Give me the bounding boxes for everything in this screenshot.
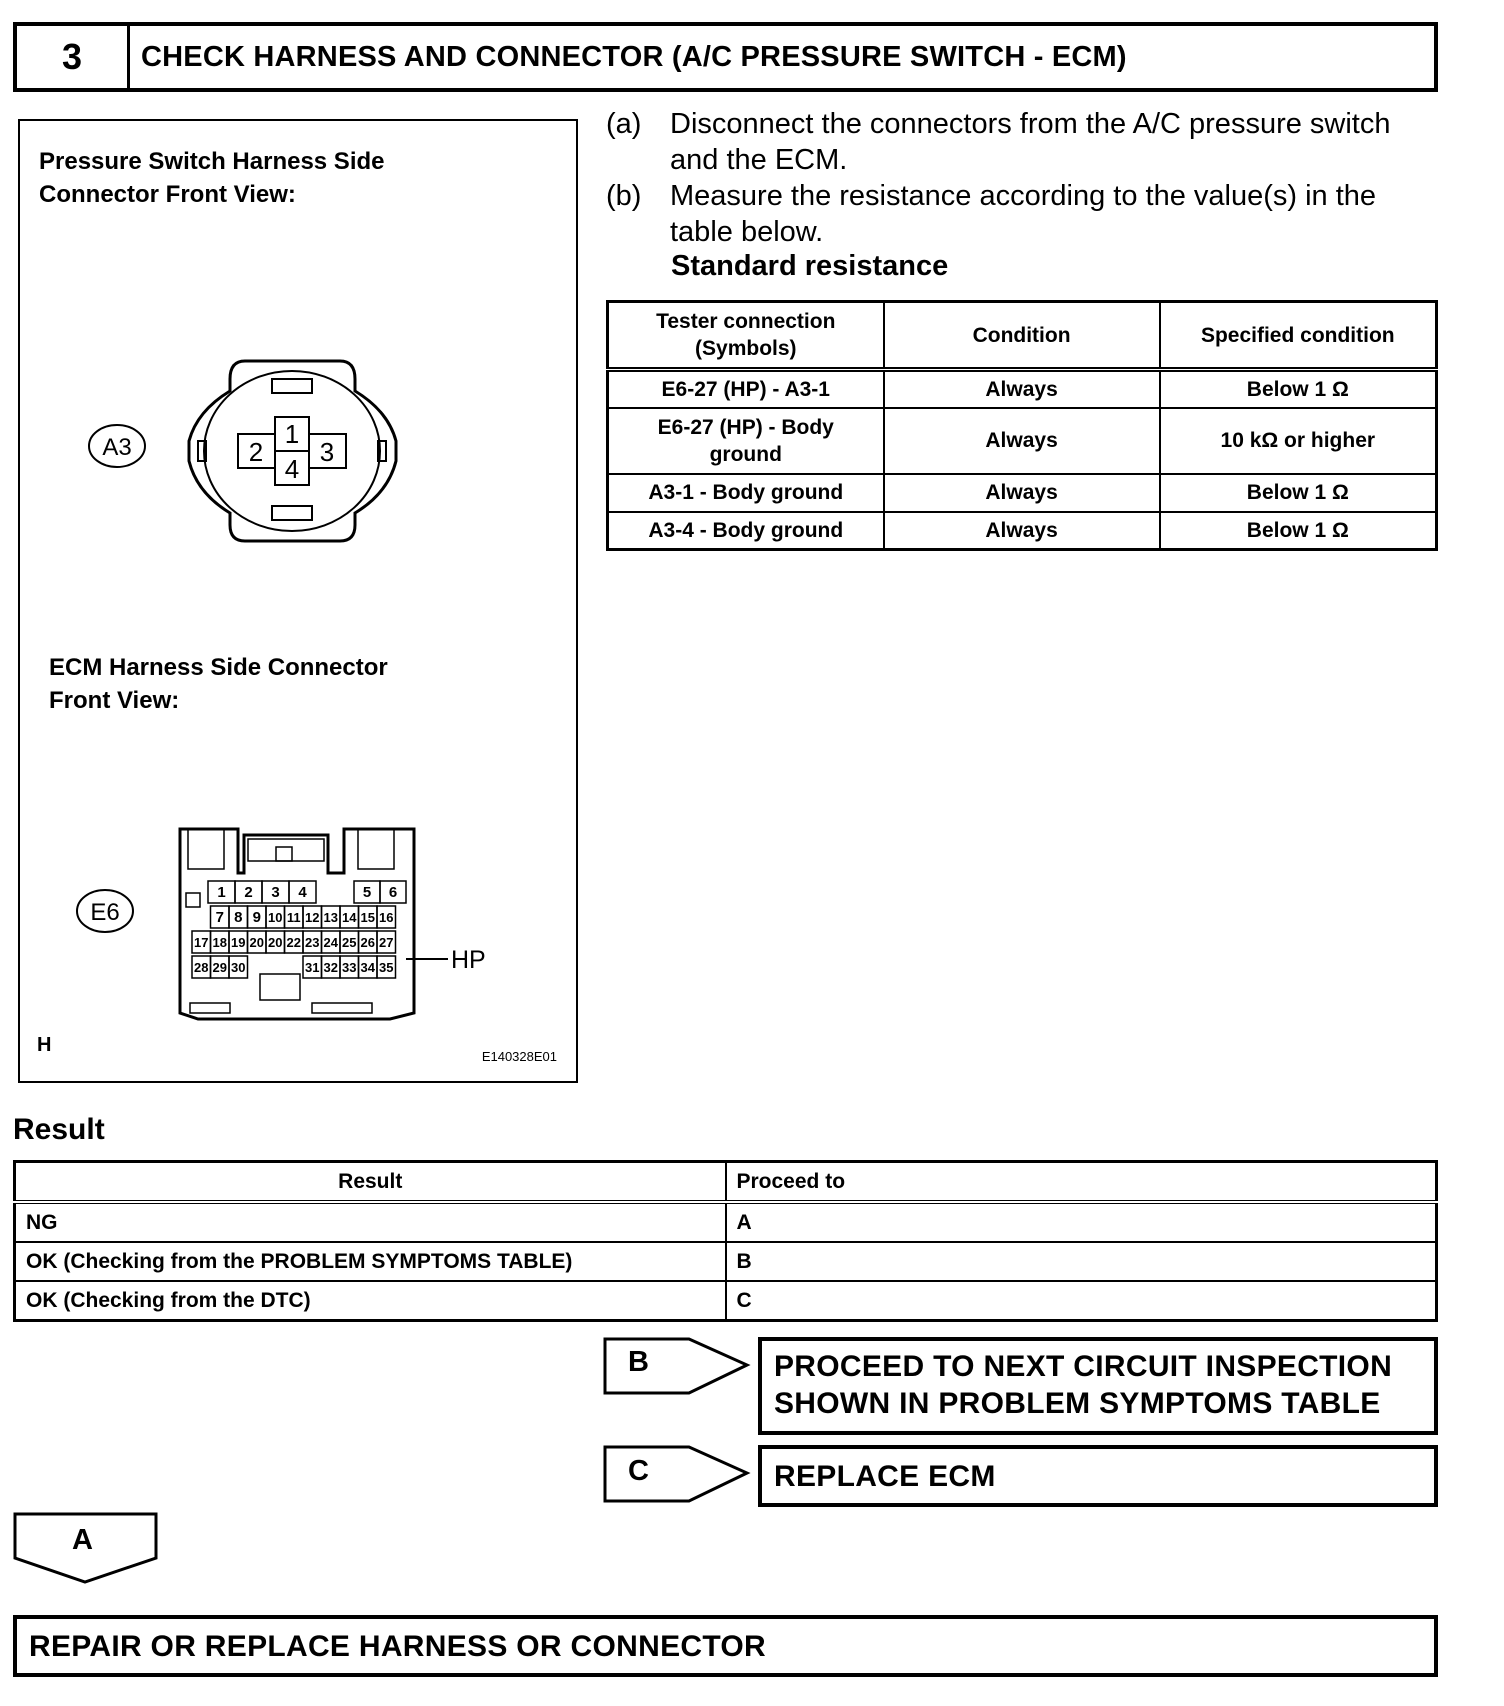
e6-pin-22: 22 (286, 935, 301, 950)
instruction-b (606, 178, 1446, 250)
instruction-a-text: Disconnect the connectors from the A/C pressure switch and the ECM. (670, 108, 1391, 176)
a3-pin-1: 1 (284, 419, 300, 449)
instruction-b-label: (b) (606, 180, 642, 212)
table-row (608, 512, 1437, 550)
e6-pin-3: 3 (271, 884, 280, 901)
cell-condition: Always (884, 370, 1160, 408)
e6-pin-10: 10 (268, 910, 283, 925)
cell-spec: 10 kΩ or higher (1160, 408, 1437, 474)
table-row (15, 1202, 1437, 1242)
e6-pin-8: 8 (234, 909, 243, 926)
e6-pin-14: 14 (342, 910, 357, 925)
a3-bottom-latch (272, 506, 312, 520)
a3-pin-4: 4 (284, 454, 300, 484)
e6-pin-13: 13 (323, 910, 338, 925)
col-header-specified-condition: Specified condition (1160, 302, 1437, 370)
table-header-row (608, 302, 1437, 370)
outcome-c-action: REPLACE ECM (758, 1445, 1438, 1507)
ecm-connector-title: ECM Harness Side Connector Front View: (49, 654, 388, 714)
e6-pin-4: 4 (298, 884, 307, 901)
instruction-b-text: Measure the resistance according to the value(s) in the table below. (670, 180, 1377, 248)
e6-pin-27: 27 (379, 935, 394, 950)
e6-pin-17: 17 (194, 935, 209, 950)
outcome-b-arrow (603, 1337, 751, 1397)
standard-resistance-label: Standard resistance (671, 250, 949, 282)
e6-pin-7: 7 (215, 909, 224, 926)
e6-pin-31: 31 (305, 960, 320, 975)
pressure-switch-connector-title: Pressure Switch Harness Side Connector Front View: (39, 148, 385, 208)
col-header-tester-connection: Tester connection (Symbols) (608, 302, 884, 370)
cell-spec: Below 1 Ω (1160, 370, 1437, 408)
e6-pin-15: 15 (360, 910, 375, 925)
instruction-a (606, 106, 1446, 178)
outcome-c-arrow (603, 1445, 751, 1505)
outcome-b-label: B (628, 1346, 649, 1378)
cell-spec: Below 1 Ω (1160, 474, 1437, 512)
instruction-a-label: (a) (606, 108, 642, 140)
cell-connection: E6-27 (HP) - Body ground (608, 408, 884, 474)
corner-mark: H (37, 1034, 52, 1056)
connector-drawings (20, 121, 576, 1081)
col-header-result: Result (15, 1162, 726, 1203)
e6-pin-25: 25 (342, 935, 357, 950)
cell-proceed: B (726, 1242, 1437, 1281)
figure-code: E140328E01 (481, 1049, 557, 1064)
cell-spec: Below 1 Ω (1160, 512, 1437, 550)
table-row (608, 474, 1437, 512)
e6-pin-5: 5 (362, 884, 372, 901)
table-row (608, 408, 1437, 474)
e6-pin-16: 16 (379, 910, 394, 925)
e6-pin-11: 11 (286, 910, 301, 925)
e6-pin-24: 24 (323, 935, 338, 950)
e6-pin-35: 35 (379, 960, 394, 975)
e6-pin-20: 20 (268, 935, 283, 950)
col-header-proceed-to: Proceed to (726, 1162, 1437, 1203)
e6-pin-30: 30 (231, 960, 246, 975)
e6-pin-23: 23 (305, 935, 320, 950)
outcome-a-label: A (72, 1524, 93, 1556)
col-header-condition: Condition (884, 302, 1160, 370)
e6-pin-32: 32 (323, 960, 338, 975)
e6-pin-29: 29 (212, 960, 227, 975)
a3-pin-3: 3 (319, 437, 335, 467)
e6-pin-28: 28 (194, 960, 209, 975)
outcome-b-action: PROCEED TO NEXT CIRCUIT INSPECTION SHOWN IN PROBLEM SYMPTOMS TABLE (758, 1337, 1438, 1435)
table-header-row (15, 1162, 1437, 1203)
cell-result: OK (Checking from the DTC) (15, 1281, 726, 1321)
outcome-c-label: C (628, 1455, 649, 1487)
standard-resistance-table (606, 300, 1438, 551)
result-table (13, 1160, 1438, 1322)
cell-connection: A3-1 - Body ground (608, 474, 884, 512)
e6-pin-20: 20 (249, 935, 264, 950)
e6-pin-grid (192, 881, 406, 978)
a3-connector (89, 361, 396, 541)
cell-connection: A3-4 - Body ground (608, 512, 884, 550)
e6-pin-2: 2 (244, 884, 253, 901)
result-heading: Result (13, 1113, 105, 1146)
table-row (608, 370, 1437, 408)
cell-condition: Always (884, 512, 1160, 550)
cell-condition: Always (884, 408, 1160, 474)
e6-pin-12: 12 (305, 910, 320, 925)
e6-connector (77, 829, 486, 1019)
step-header (13, 22, 1438, 92)
table-row (15, 1242, 1437, 1281)
table-row (15, 1281, 1437, 1321)
step-number: 3 (17, 26, 130, 88)
e6-id-text: E6 (90, 899, 120, 926)
cell-connection: E6-27 (HP) - A3-1 (608, 370, 884, 408)
outcome-a-action: REPAIR OR REPLACE HARNESS OR CONNECTOR (13, 1615, 1438, 1677)
e6-pin-18: 18 (212, 935, 227, 950)
e6-pin-26: 26 (360, 935, 375, 950)
e6-pin-9: 9 (252, 909, 261, 926)
cell-proceed: A (726, 1202, 1437, 1242)
e6-pin-34: 34 (360, 960, 375, 975)
e6-pin-19: 19 (231, 935, 246, 950)
cell-result: NG (15, 1202, 726, 1242)
cell-result: OK (Checking from the PROBLEM SYMPTOMS TABLE) (15, 1242, 726, 1281)
cell-proceed: C (726, 1281, 1437, 1321)
hp-label: HP (451, 946, 486, 974)
e6-pin-1: 1 (217, 884, 226, 901)
e6-pin-33: 33 (342, 960, 357, 975)
cell-condition: Always (884, 474, 1160, 512)
connector-illustration (18, 119, 578, 1083)
a3-pin-2: 2 (248, 437, 264, 467)
a3-id-text: A3 (102, 434, 132, 461)
step-title: CHECK HARNESS AND CONNECTOR (A/C PRESSURE SWITCH - ECM) (141, 40, 1127, 73)
e6-pin-6: 6 (388, 884, 398, 901)
a3-top-latch (272, 379, 312, 393)
